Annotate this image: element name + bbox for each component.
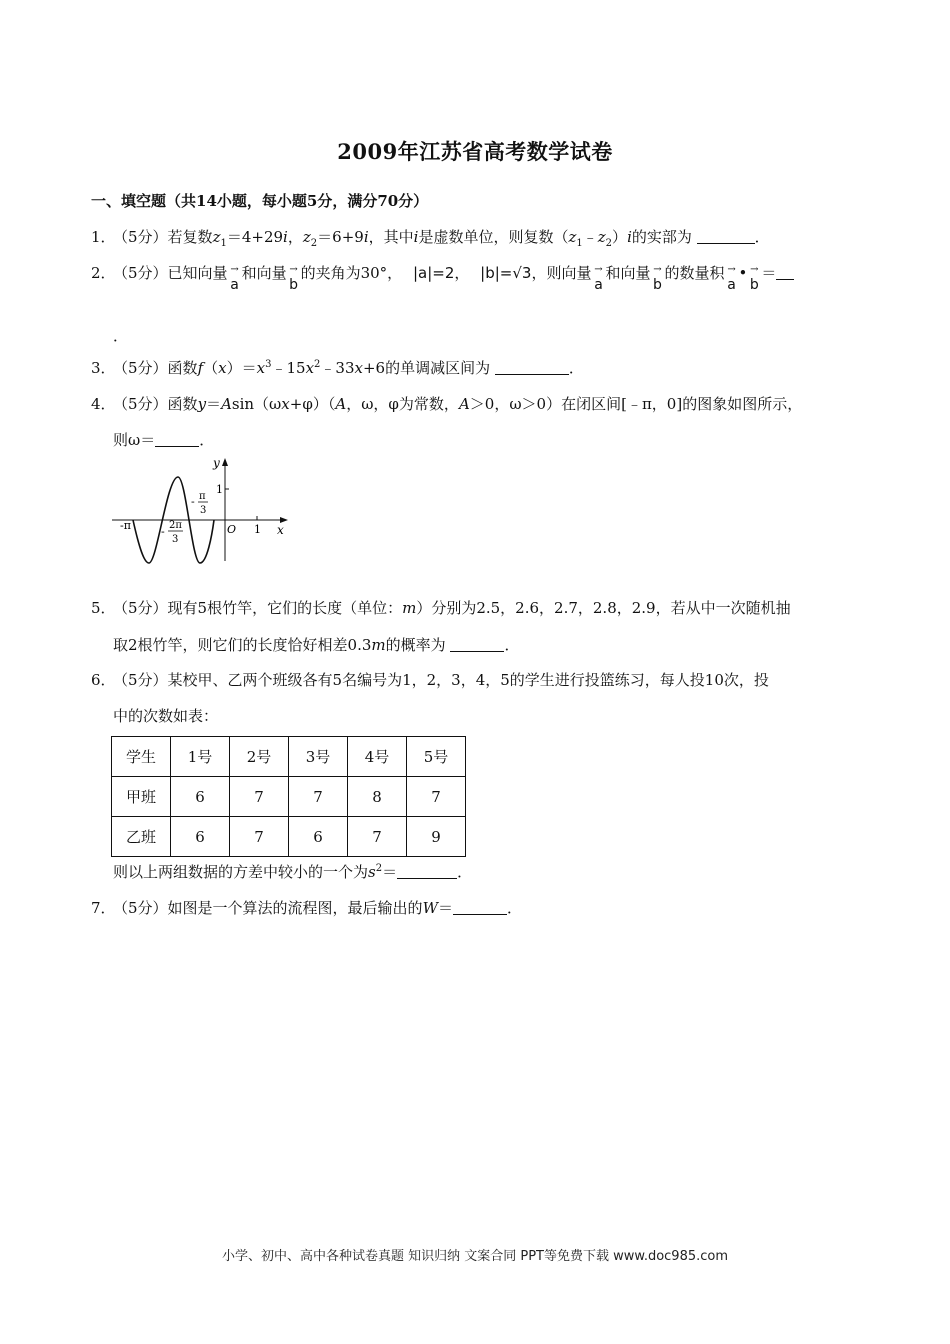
question-5-line2: 取2根竹竿，则它们的长度恰好相差0.3m的概率为 ．: [113, 636, 520, 654]
neg-2pi3-num: 2π: [169, 520, 182, 531]
y-axis-arrow: [222, 458, 228, 466]
x-axis-label: x: [277, 523, 284, 537]
neg-pi-label: -π: [120, 519, 131, 532]
question-4-line2: 则ω＝ ．: [113, 431, 215, 449]
question-1: 1．（5分）若复数$z_1=4+29i$，$z_2=6+9i$，其中i是虚数单位，则复数$(z_1﹣z_2)i$的实部为 ．: [91, 228, 770, 249]
table-cell: 乙班: [112, 817, 171, 857]
table-cell: 6: [289, 817, 348, 857]
y-axis-label: y: [213, 456, 220, 470]
magnitude-b: |b|=√3: [480, 264, 532, 282]
table-cell: 7: [407, 777, 466, 817]
neg-pi3-den: 3: [200, 505, 207, 516]
neg-pi3-minus: -: [191, 495, 195, 508]
table-cell: 7: [348, 817, 407, 857]
answer-blank: [450, 636, 504, 652]
section-heading: 一、填空题（共14小题，每小题5分，满分70分）: [91, 192, 429, 210]
table-cell: 甲班: [112, 777, 171, 817]
table-cell: 7: [230, 817, 289, 857]
table-header-cell: 2号: [230, 737, 289, 777]
table-header-row: [112, 737, 466, 777]
neg-2pi3-den: 3: [172, 534, 179, 545]
magnitude-a: |a|=2，: [412, 264, 470, 282]
question-5: 5．（5分）现有5根竹竿，它们的长度（单位：m）分别为2.5，2.6，2.7，2.8，2.9，若从中一次随机抽: [91, 599, 791, 617]
sine-graph: [112, 455, 292, 565]
question-4: 4．（5分）函数y＝Asin（ωx+φ）（A，ω，φ为常数，A＞0，ω＞0）在闭区间[﹣π，0]的图象如图所示，: [91, 395, 803, 413]
table-row: [112, 817, 466, 857]
neg-2pi3-minus: -: [161, 525, 165, 538]
score-table: [111, 736, 466, 857]
table-cell: 9: [407, 817, 466, 857]
page-footer: 小学、初中、高中各种试卷真题 知识归纳 文案合同 PPT等免费下载 www.doc985.com: [221, 1249, 729, 1264]
origin-label: O: [227, 523, 237, 536]
table-header-cell: 学生: [112, 737, 171, 777]
neg-pi3-num: π: [199, 491, 206, 502]
answer-blank: [697, 228, 755, 244]
page-title: 2009年江苏省高考数学试卷: [337, 139, 613, 164]
question-3: 3．（5分）函数$f(x)=x^3﹣15x^2﹣33x+6$的单调减区间为 ．: [91, 359, 584, 377]
table-row: [112, 777, 466, 817]
table-header-cell: 4号: [348, 737, 407, 777]
x-label-one: 1: [254, 523, 261, 536]
answer-blank: [776, 264, 794, 280]
answer-blank: [155, 431, 199, 447]
answer-blank: [397, 863, 457, 879]
question-2-end: ．: [113, 327, 129, 345]
table-cell: 7: [289, 777, 348, 817]
question-6-line3: 则以上两组数据的方差中较小的一个为$s^2=$ ．: [113, 863, 473, 881]
question-6-line2: 中的次数如表：: [113, 707, 219, 725]
answer-blank: [453, 899, 507, 915]
question-6: 6．（5分）某校甲、乙两个班级各有5名编号为1，2，3，4，5的学生进行投篮练习，每人投10次，投: [91, 671, 769, 689]
table-header-cell: 5号: [407, 737, 466, 777]
table-cell: 8: [348, 777, 407, 817]
table-header-cell: 1号: [171, 737, 230, 777]
y-label-one: 1: [216, 483, 223, 496]
table-cell: 7: [230, 777, 289, 817]
question-7: 7．（5分）如图是一个算法的流程图，最后输出的W＝ ．: [91, 899, 523, 917]
table-header-cell: 3号: [289, 737, 348, 777]
table-cell: 6: [171, 777, 230, 817]
answer-blank: [495, 359, 569, 375]
question-2: 2．（5分）已知向量 → a 和向量 → b 的夹角为30°， |a|=2， |b|=√3，则向量 → a 和向量 → b 的数量积 → a • → b ＝: [91, 262, 794, 283]
table-cell: 6: [171, 817, 230, 857]
